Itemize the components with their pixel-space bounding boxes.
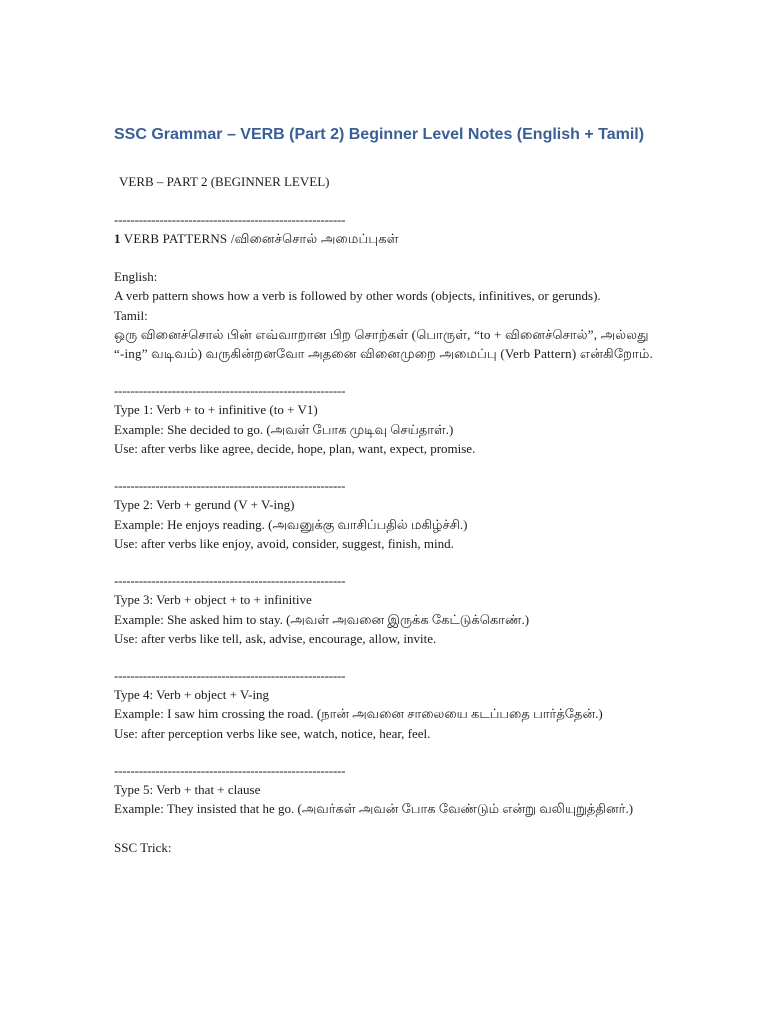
tamil-text: ஒரு வினைச்சொல் பின் எவ்வாறான பிற சொற்கள் (பொருள், “to + வினைச்சொல்”, அல்லது “-ing” வடிவம்) வருகின்றனவோ அதனை வினைமுறை அமைப்பு (Verb Pattern) என்கிறோம். [114, 326, 654, 362]
separator-line: -------------------------------------------------------- [114, 478, 346, 494]
type-block [114, 382, 654, 458]
separator-line: -------------------------------------------------------- [114, 212, 346, 227]
type-use: Use: after perception verbs like see, watch, notice, hear, feel. [114, 725, 431, 741]
heading-number: 1 [114, 231, 121, 246]
type-example: Example: They insisted that he go. (அவர்கள் அவன் போக வேண்டும் என்று வலியுறுத்தினர்.) [114, 801, 634, 817]
type-use: Use: after verbs like agree, decide, hope, plan, want, expect, promise. [114, 441, 476, 457]
type-example: Example: He enjoys reading. (அவனுக்கு வாசிப்பதில் மகிழ்ச்சி.) [114, 516, 468, 532]
section-heading [114, 229, 654, 248]
separator-line: -------------------------------------------------------- [114, 668, 346, 684]
type-use: Use: after verbs like tell, ask, advise, encourage, allow, invite. [114, 630, 437, 646]
type-heading: Type 3: Verb + object + to + infinitive [114, 592, 312, 608]
separator-line: -------------------------------------------------------- [114, 573, 346, 589]
type-heading: Type 1: Verb + to + infinitive (to + V1) [114, 402, 318, 418]
type-use: Use: after verbs like enjoy, avoid, consider, suggest, finish, mind. [114, 535, 454, 551]
subtitle: VERB – PART 2 (BEGINNER LEVEL) [119, 174, 330, 189]
heading-text: VERB PATTERNS /வினைச்சொல் அமைப்புகள் [123, 231, 399, 246]
type-example: Example: She asked him to stay. (அவள் அவனை இருக்க கேட்டுக்கொண்.) [114, 611, 530, 627]
tamil-label: Tamil: [114, 307, 148, 323]
type-example: Example: She decided to go. (அவள் போக முடிவு செய்தாள்.) [114, 421, 454, 437]
spacer [114, 248, 654, 267]
spacer [114, 648, 654, 667]
english-text: A verb pattern shows how a verb is followed by other words (objects, infinitives, or gerunds). [114, 288, 601, 304]
separator-line: -------------------------------------------------------- [114, 383, 346, 399]
ssc-trick-label: SSC Trick: [114, 839, 172, 855]
page-title: SSC Grammar – VERB (Part 2) Beginner Level Notes (English + Tamil) [114, 126, 645, 143]
document-body [114, 124, 654, 857]
type-heading: Type 4: Verb + object + V-ing [114, 687, 270, 703]
type-block [114, 667, 654, 743]
spacer [114, 743, 654, 762]
separator-line: -------------------------------------------------------- [114, 763, 346, 779]
type-block [114, 572, 654, 648]
type-heading: Type 2: Verb + gerund (V + V-ing) [114, 497, 295, 513]
type-heading: Type 5: Verb + that + clause [114, 782, 261, 798]
type-block [114, 477, 654, 553]
spacer [114, 819, 654, 838]
spacer [114, 363, 654, 382]
english-label: English: [114, 269, 158, 284]
spacer [114, 553, 654, 572]
spacer [114, 458, 654, 477]
type-block [114, 762, 654, 819]
type-example: Example: I saw him crossing the road. (நான் அவனை சாலையை கடப்பதை பார்த்தேன்.) [114, 706, 603, 722]
